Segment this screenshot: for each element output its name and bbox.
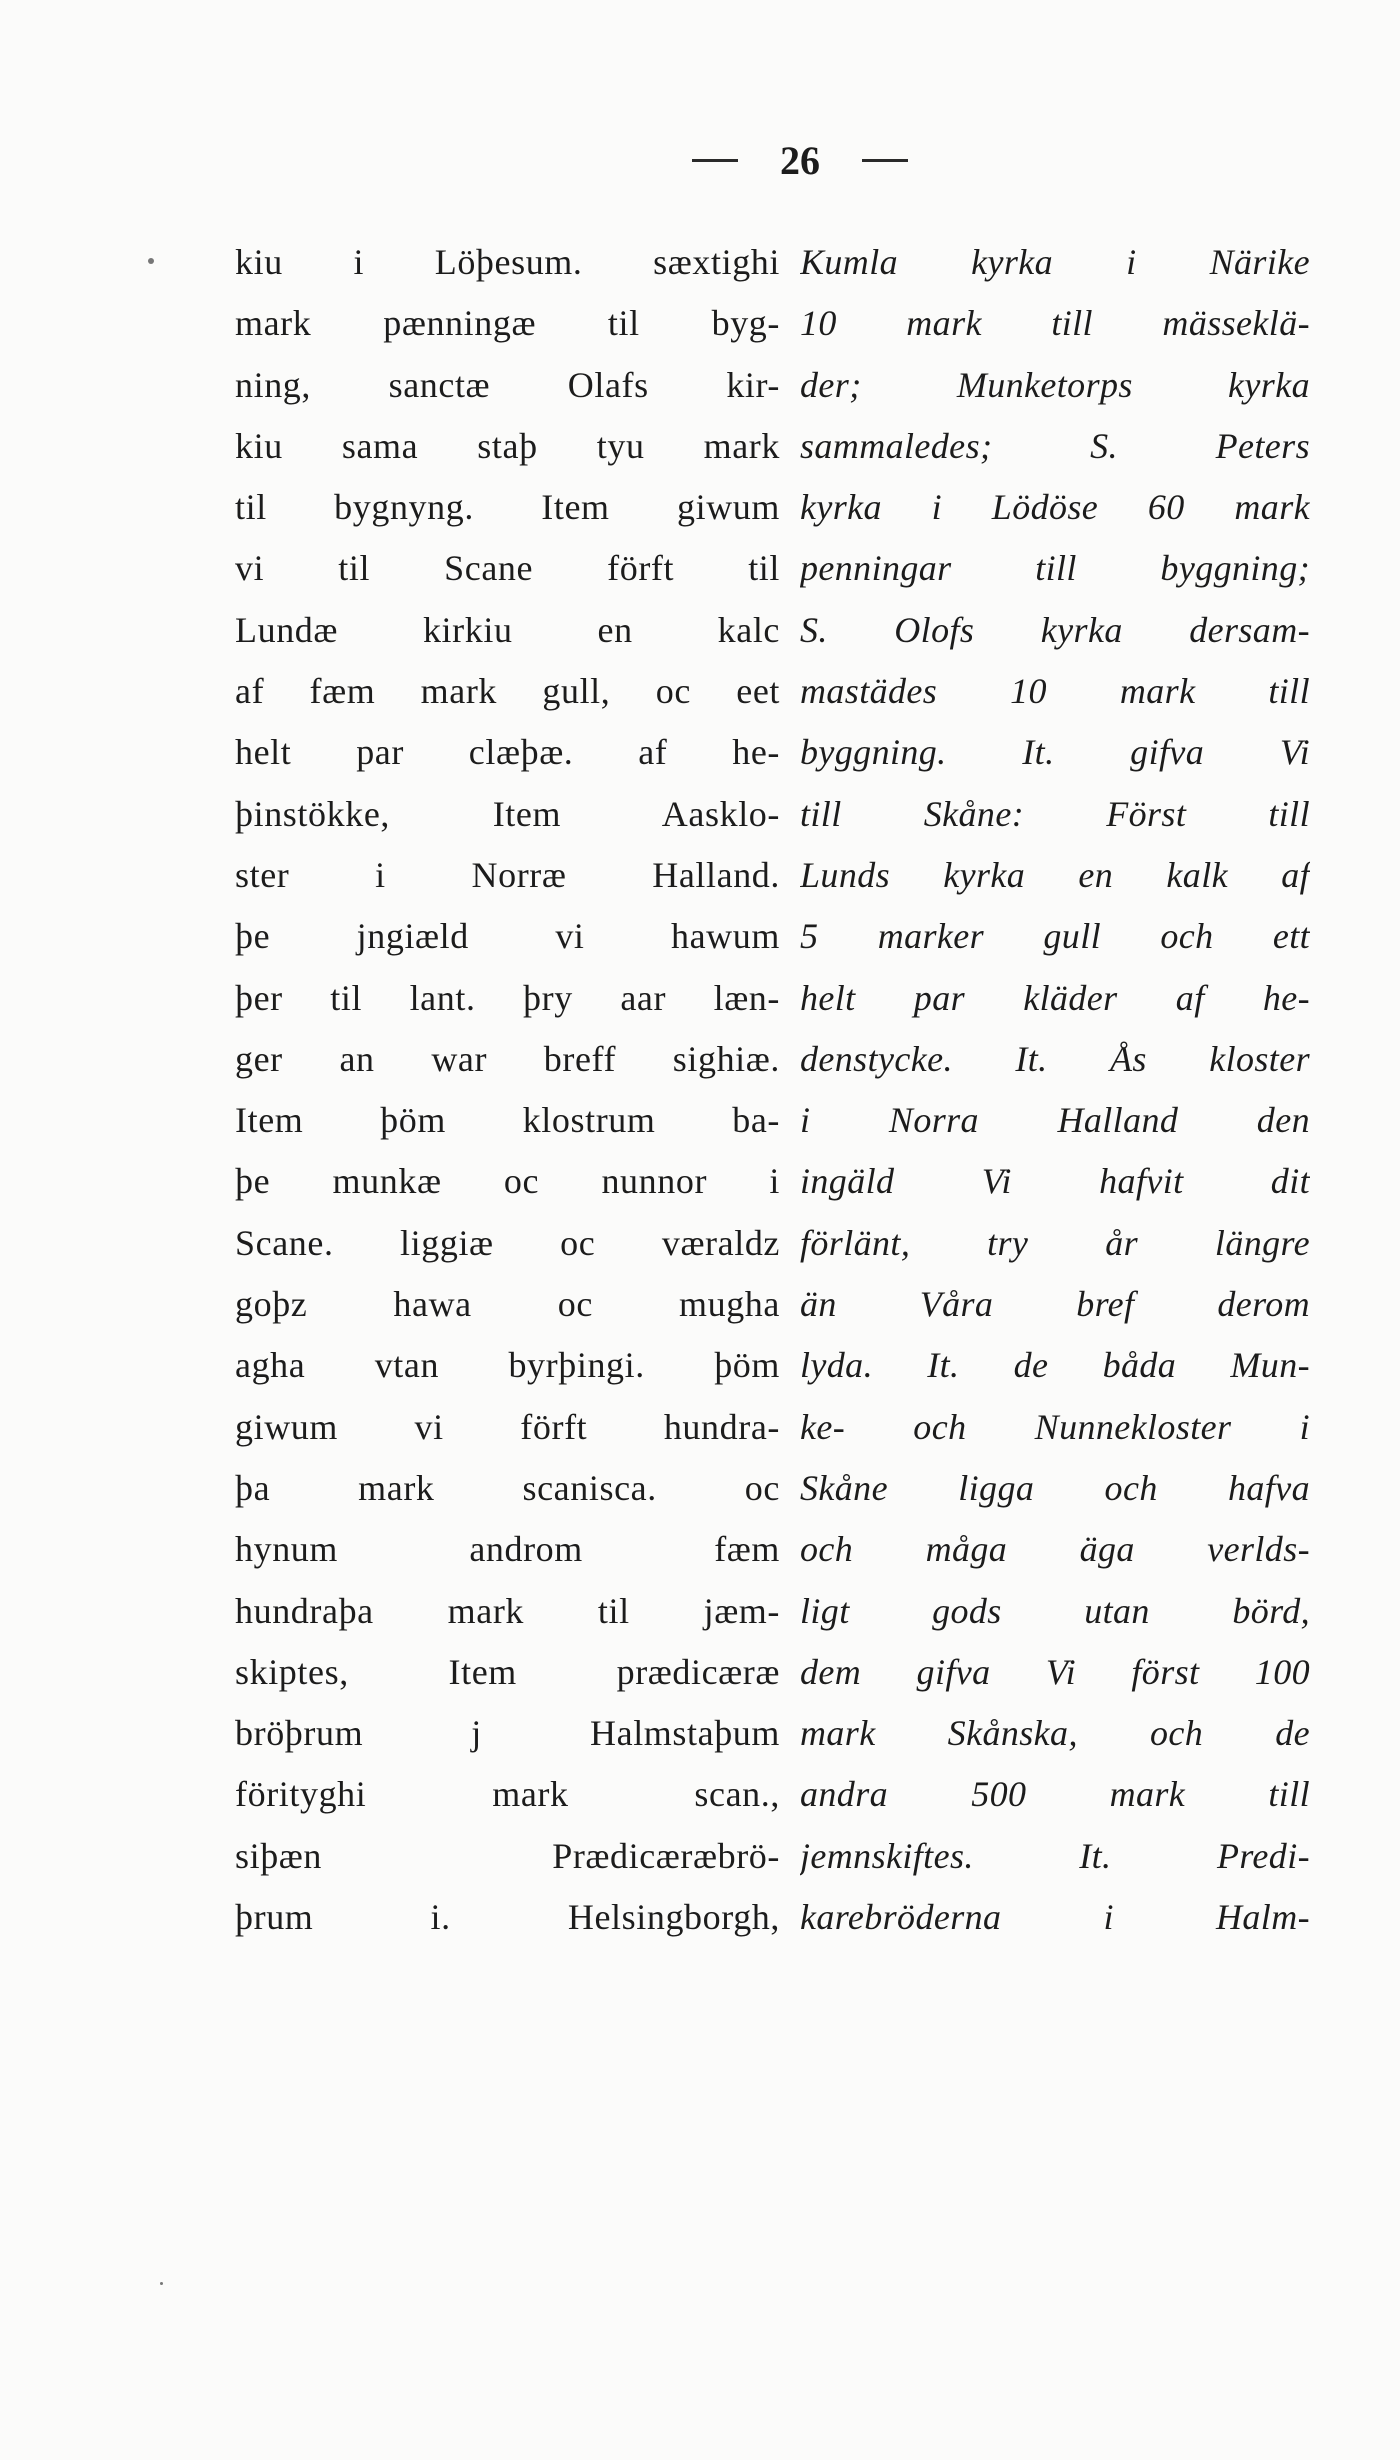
old-swedish-column: [235, 232, 780, 1948]
modern-swedish-line: dem gifva Vi först 100: [800, 1651, 1310, 1692]
page-header: [600, 130, 1000, 190]
modern-swedish-line: der; Munketorps kyrka: [800, 364, 1310, 405]
modern-swedish-line: ke- och Nunnekloster i: [800, 1406, 1310, 1447]
header-dash-right: [862, 159, 908, 162]
modern-swedish-line: karebröderna i Halm-: [800, 1897, 1310, 1938]
old-swedish-line: þinstökke, Item Aasklo-: [235, 793, 780, 834]
old-swedish-line: hynum androm fæm: [235, 1529, 780, 1570]
modern-swedish-line: Lunds kyrka en kalk af: [800, 854, 1310, 895]
header-dash-left: [692, 159, 738, 162]
modern-swedish-line: denstycke. It. Ås kloster: [800, 1038, 1310, 1079]
modern-swedish-line: i Norra Halland den: [800, 1100, 1310, 1141]
modern-swedish-line: förlänt, try år längre: [800, 1222, 1310, 1263]
modern-swedish-line: Kumla kyrka i Närike: [800, 242, 1310, 282]
page-number: 26: [780, 137, 820, 183]
modern-swedish-line: kyrka i Lödöse 60 mark: [800, 487, 1310, 528]
modern-swedish-line: Skåne ligga och hafva: [800, 1467, 1310, 1508]
old-swedish-line: Scane. liggiæ oc væraldz: [235, 1222, 780, 1263]
old-swedish-line: hundraþa mark til jæm-: [235, 1590, 780, 1631]
old-swedish-line: Item þöm klostrum ba-: [235, 1100, 780, 1141]
old-swedish-line: siþæn Prædicæræbrö-: [235, 1835, 780, 1876]
old-swedish-line: förityghi mark scan.,: [235, 1774, 780, 1815]
old-swedish-line: ster i Norræ Halland.: [235, 854, 780, 895]
modern-swedish-line: mark Skånska, och de: [800, 1713, 1310, 1754]
old-swedish-line: Lundæ kirkiu en kalc: [235, 609, 780, 650]
old-swedish-line: þe munkæ oc nunnor i: [235, 1161, 780, 1202]
old-swedish-line: vi til Scane förft til: [235, 548, 780, 589]
print-speck: [160, 2282, 163, 2285]
old-swedish-line: goþz hawa oc mugha: [235, 1284, 780, 1325]
modern-swedish-line: helt par kläder af he-: [800, 977, 1310, 1018]
modern-swedish-line: jemnskiftes. It. Predi-: [800, 1835, 1310, 1876]
old-swedish-line: helt par clæþæ. af he-: [235, 732, 780, 773]
print-speck: [148, 258, 154, 264]
old-swedish-line: þer til lant. þry aar læn-: [235, 977, 780, 1018]
old-swedish-line: skiptes, Item prædicæræ: [235, 1651, 780, 1692]
modern-swedish-line: till Skåne: Först till: [800, 793, 1310, 834]
old-swedish-line: kiu sama staþ tyu mark: [235, 425, 780, 466]
modern-swedish-line: och måga äga verlds-: [800, 1529, 1310, 1570]
old-swedish-line: til bygnyng. Item giwum: [235, 487, 780, 528]
modern-swedish-line: ingäld Vi hafvit dit: [800, 1161, 1310, 1202]
modern-swedish-line: byggning. It. gifva Vi: [800, 732, 1310, 773]
modern-swedish-line: penningar till byggning;: [800, 548, 1310, 589]
modern-swedish-line: mastädes 10 mark till: [800, 671, 1310, 712]
modern-swedish-line: 10 mark till mässeklä-: [800, 303, 1310, 344]
old-swedish-line: mark pænningæ til byg-: [235, 303, 780, 344]
old-swedish-line: ning, sanctæ Olafs kir-: [235, 364, 780, 405]
modern-swedish-line: 5 marker gull och ett: [800, 916, 1310, 957]
modern-swedish-line: lyda. It. de båda Mun-: [800, 1345, 1310, 1386]
modern-swedish-line: sammaledes; S. Peters: [800, 425, 1310, 466]
old-swedish-line: giwum vi förft hundra-: [235, 1406, 780, 1447]
modern-swedish-line: S. Olofs kyrka dersam-: [800, 609, 1310, 650]
old-swedish-line: bröþrum j Halmstaþum: [235, 1713, 780, 1754]
modern-swedish-line: än Våra bref derom: [800, 1284, 1310, 1325]
old-swedish-line: agha vtan byrþingi. þöm: [235, 1345, 780, 1386]
modern-swedish-column: [800, 232, 1310, 1948]
old-swedish-line: þe jngiæld vi hawum: [235, 916, 780, 957]
old-swedish-line: þrum i. Helsingborgh,: [235, 1897, 780, 1938]
old-swedish-line: kiu i Löþesum. sæxtighi: [235, 242, 780, 282]
old-swedish-line: ger an war breff sighiæ.: [235, 1038, 780, 1079]
modern-swedish-line: ligt gods utan börd,: [800, 1590, 1310, 1631]
old-swedish-line: af fæm mark gull, oc eet: [235, 671, 780, 712]
modern-swedish-line: andra 500 mark till: [800, 1774, 1310, 1815]
old-swedish-line: þa mark scanisca. oc: [235, 1467, 780, 1508]
